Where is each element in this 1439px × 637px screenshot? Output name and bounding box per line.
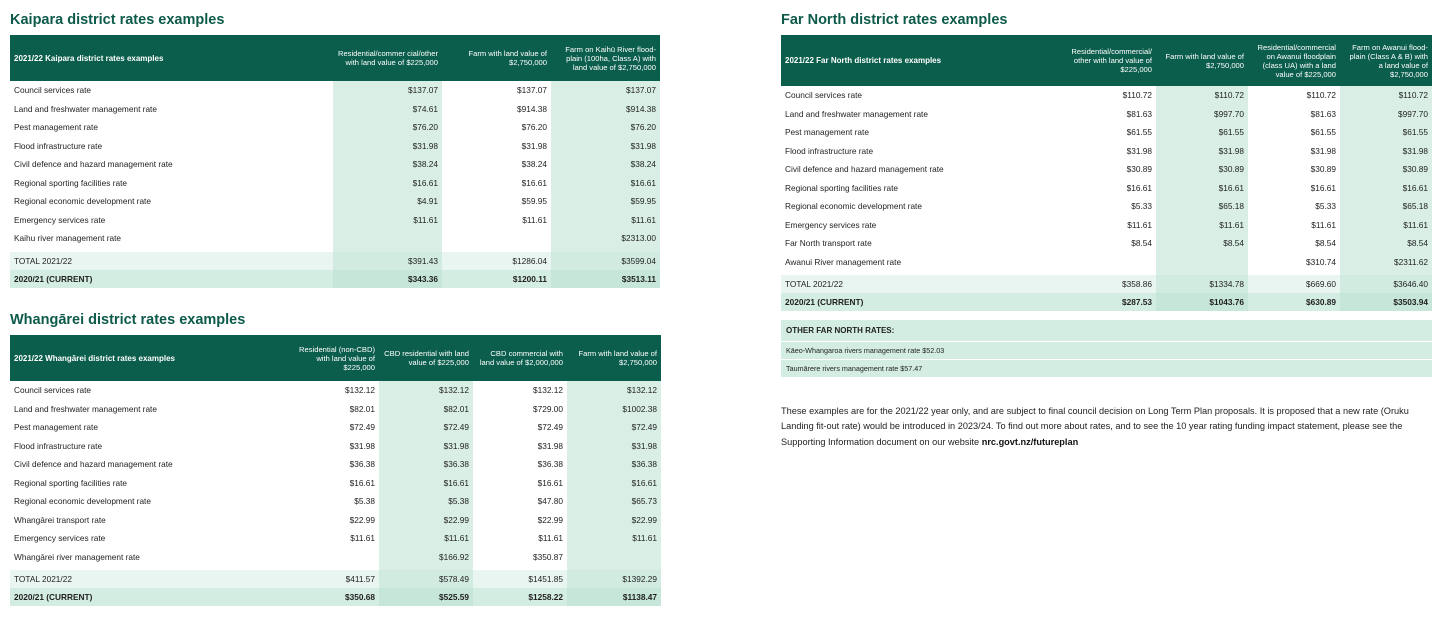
farnorth-title: Far North district rates examples (781, 12, 1008, 28)
rate-value: $132.12 (379, 381, 473, 400)
rate-value: $137.07 (517, 85, 547, 96)
table-header-row (10, 35, 660, 81)
rate-value (1064, 253, 1156, 272)
table-row (10, 137, 660, 156)
rate-value: $5.33 (1131, 201, 1152, 212)
rate-value: $11.61 (1311, 219, 1336, 230)
table-row (10, 118, 660, 137)
row-label: Regional economic development rate (14, 496, 151, 507)
rate-value: $31.98 (551, 137, 660, 156)
rate-value: $3503.94 (1340, 293, 1432, 311)
rate-value: $669.60 (1248, 275, 1340, 293)
row-label: 2020/21 (CURRENT) (10, 588, 285, 606)
rates-note (781, 404, 1431, 450)
table-row (781, 179, 1432, 198)
table-header-row (10, 335, 661, 381)
note-text: These examples are for the 2021/22 year only, and are subject to final council decision on Long Term Plan proposals. It is proposed that a new rate (Oruku Landing fit-out rate) would be introduced in 2023/24. To find out more about rates, and to see the 10 year rating funding impact statement, please see the Supporting Information document on our website (781, 406, 1409, 447)
rate-value: $630.89 (1248, 293, 1340, 311)
rate-value: $22.99 (567, 511, 661, 530)
rate-value (442, 229, 551, 248)
rate-value (1156, 253, 1248, 272)
rate-value: $76.20 (521, 122, 547, 133)
current-row (781, 293, 1432, 311)
rate-value: $31.98 (349, 440, 375, 451)
rate-value: $1200.11 (442, 270, 551, 288)
table-row (10, 529, 661, 548)
rate-value: $3599.04 (551, 252, 660, 270)
row-label: Flood infrastructure rate (785, 145, 874, 156)
rate-value: $47.80 (537, 496, 563, 507)
rate-value: $74.61 (333, 100, 442, 119)
rate-value: $729.00 (533, 403, 563, 414)
rate-value: $997.70 (1340, 105, 1432, 124)
row-label: 2020/21 (CURRENT) (10, 270, 333, 288)
rate-value: $31.98 (333, 137, 442, 156)
rate-value: $11.61 (522, 214, 547, 225)
rate-value: $72.49 (567, 418, 661, 437)
rate-value: $166.92 (379, 548, 473, 567)
column-header: Residential/commer cial/other with land value of $225,000 (333, 35, 442, 81)
rate-value: $31.98 (537, 440, 563, 451)
rate-value: $22.99 (537, 514, 563, 525)
table-row (10, 100, 660, 119)
row-label: Civil defence and hazard management rate (785, 164, 944, 175)
rate-value: $81.63 (1310, 108, 1336, 119)
table-row (781, 253, 1432, 272)
rate-value: $31.98 (1126, 145, 1152, 156)
rate-value: $31.98 (379, 437, 473, 456)
current-row (10, 270, 660, 288)
rate-value: $1002.38 (567, 400, 661, 419)
rate-value: $11.61 (350, 533, 375, 544)
rate-value: $16.61 (567, 474, 661, 493)
rate-value: $110.72 (1122, 90, 1152, 101)
rate-value: $82.01 (379, 400, 473, 419)
row-label: Regional economic development rate (785, 201, 922, 212)
rate-value: $30.89 (1340, 160, 1432, 179)
whangarei-title: Whangārei district rates examples (10, 312, 246, 328)
rate-value: $76.20 (333, 118, 442, 137)
row-label: Civil defence and hazard management rate (14, 459, 173, 470)
rate-value: $287.53 (1064, 293, 1156, 311)
rate-value: $132.12 (533, 385, 563, 396)
row-label: Land and freshwater management rate (14, 403, 157, 414)
rate-value: $82.01 (349, 403, 375, 414)
rate-value: $31.98 (1340, 142, 1432, 161)
current-row (10, 588, 661, 606)
rate-value: $8.54 (1315, 238, 1336, 249)
rate-value (567, 548, 661, 567)
column-header: Farm with land value of $2,750,000 (442, 35, 551, 81)
rate-value: $110.72 (1306, 90, 1336, 101)
row-label: Whangārei transport rate (14, 514, 106, 525)
rate-value: $525.59 (379, 588, 473, 606)
row-label: TOTAL 2021/22 (10, 252, 333, 270)
column-header: Farm on Kaihū River flood-plain (100ha, Class A) with land value of $2,750,000 (551, 35, 660, 81)
rate-value: $31.98 (1310, 145, 1336, 156)
rate-value: $3646.40 (1340, 275, 1432, 293)
rate-value: $578.49 (379, 570, 473, 588)
rate-value: $16.61 (349, 477, 375, 488)
rate-value: $411.57 (285, 570, 379, 588)
rate-value: $61.55 (1310, 127, 1336, 138)
table-row (781, 123, 1432, 142)
table-row (10, 211, 660, 230)
rate-value: $137.07 (551, 81, 660, 100)
rate-value: $11.61 (538, 533, 563, 544)
rate-value: $310.74 (1306, 256, 1336, 267)
rate-value: $76.20 (551, 118, 660, 137)
rate-value: $914.38 (517, 103, 547, 114)
rate-value: $11.61 (567, 529, 661, 548)
rate-value: $16.61 (1310, 182, 1336, 193)
rate-value: $30.89 (1156, 160, 1248, 179)
rate-value: $38.24 (551, 155, 660, 174)
rate-value: $358.86 (1064, 275, 1156, 293)
rate-value: $391.43 (333, 252, 442, 270)
rate-value: $1043.76 (1156, 293, 1248, 311)
row-label: Regional sporting facilities rate (14, 177, 127, 188)
row-label: 2020/21 (CURRENT) (781, 293, 1064, 311)
kaipara-title: Kaipara district rates examples (10, 12, 225, 28)
column-header: Residential/commercial/ other with land value of $225,000 (1064, 35, 1156, 86)
rate-value: $1138.47 (567, 588, 661, 606)
table-row (10, 81, 660, 100)
rate-value: $61.55 (1340, 123, 1432, 142)
rate-value: $61.55 (1126, 127, 1152, 138)
table-row (781, 234, 1432, 253)
column-header: Farm on Awanui flood-plain (Class A & B) with a land value of $2,750,000 (1340, 35, 1432, 86)
table-row (781, 86, 1432, 105)
rate-value: $11.61 (1340, 216, 1432, 235)
rate-value: $30.89 (1310, 164, 1336, 175)
total-row (10, 570, 661, 588)
table-header-row (781, 35, 1432, 86)
rate-value: $350.68 (285, 588, 379, 606)
rate-value: $5.38 (354, 496, 375, 507)
table-title-header: 2021/22 Far North district rates examples (781, 35, 1064, 86)
rate-value: $16.61 (1340, 179, 1432, 198)
row-label: Far North transport rate (785, 238, 872, 249)
row-label: Emergency services rate (785, 219, 877, 230)
rate-value: $72.49 (537, 422, 563, 433)
rate-value: $1258.22 (473, 588, 567, 606)
row-label: Flood infrastructure rate (14, 140, 103, 151)
rate-value: $8.54 (1340, 234, 1432, 253)
column-header: CBD commercial with land value of $2,000,000 (473, 335, 567, 381)
rate-value: $16.61 (379, 474, 473, 493)
rate-value: $110.72 (1340, 86, 1432, 105)
rate-value: $36.38 (567, 455, 661, 474)
farnorth-section (781, 11, 1432, 377)
rate-value: $11.61 (1127, 219, 1152, 230)
table-row (10, 455, 661, 474)
row-label: Pest management rate (14, 122, 98, 133)
rate-value: $3513.11 (551, 270, 660, 288)
column-header: CBD residential with land value of $225,000 (379, 335, 473, 381)
row-label: Council services rate (785, 90, 863, 101)
rate-value: $350.87 (533, 551, 563, 562)
row-label: Council services rate (14, 85, 92, 96)
column-header: Residential (non-CBD) with land value of $225,000 (285, 335, 379, 381)
row-label: Emergency services rate (14, 214, 106, 225)
rate-value: $1451.85 (473, 570, 567, 588)
rate-value: $914.38 (551, 100, 660, 119)
row-label: Civil defence and hazard management rate (14, 159, 173, 170)
row-label: Land and freshwater management rate (14, 103, 157, 114)
other-far-north-rates (781, 320, 1432, 377)
table-row (10, 192, 660, 211)
rate-value: $132.12 (345, 385, 375, 396)
row-label: Whangārei river management rate (14, 551, 140, 562)
rate-value: $2313.00 (551, 229, 660, 248)
row-label: Land and freshwater management rate (785, 108, 928, 119)
rate-value: $2311.62 (1340, 253, 1432, 272)
table-row (781, 105, 1432, 124)
rate-value: $59.95 (551, 192, 660, 211)
row-label: Council services rate (14, 385, 92, 396)
row-label: TOTAL 2021/22 (10, 570, 285, 588)
table-row (10, 492, 661, 511)
rate-value: $16.61 (1156, 179, 1248, 198)
rate-value: $11.61 (551, 211, 660, 230)
rate-value: $132.12 (567, 381, 661, 400)
row-label: Pest management rate (14, 422, 98, 433)
table-title-header: 2021/22 Whangārei district rates examples (10, 335, 285, 381)
rate-value: $36.38 (379, 455, 473, 474)
kaipara-section (10, 11, 660, 288)
kaipara-rates-table (10, 35, 660, 288)
rate-value: $11.61 (1156, 216, 1248, 235)
table-row (10, 381, 661, 400)
rate-value: $65.18 (1340, 197, 1432, 216)
rate-value: $8.54 (1156, 234, 1248, 253)
rate-value: $30.89 (1126, 164, 1152, 175)
rate-value: $997.70 (1156, 105, 1248, 124)
table-title-header: 2021/22 Kaipara district rates examples (10, 35, 333, 81)
rate-value: $31.98 (1156, 142, 1248, 161)
rate-value: $61.55 (1156, 123, 1248, 142)
table-row (781, 142, 1432, 161)
rate-value: $110.72 (1156, 86, 1248, 105)
row-label: Pest management rate (785, 127, 869, 138)
column-header: Farm with land value of $2,750,000 (1156, 35, 1248, 86)
rate-value: $81.63 (1126, 108, 1152, 119)
rate-value (333, 229, 442, 248)
rate-value: $59.95 (521, 196, 547, 207)
rate-value: $65.73 (567, 492, 661, 511)
rate-value: $16.61 (1126, 182, 1152, 193)
rate-value: $1392.29 (567, 570, 661, 588)
column-header: Residential/commercial on Awanui floodplain (class UA) with a land value of $225,000 (1248, 35, 1340, 86)
table-row (10, 511, 661, 530)
rate-value: $16.61 (537, 477, 563, 488)
farnorth-rates-table (781, 35, 1432, 311)
website-link[interactable]: nrc.govt.nz/futureplan (981, 436, 1079, 447)
row-label: Emergency services rate (14, 533, 106, 544)
table-row (781, 216, 1432, 235)
rate-value: $38.24 (521, 159, 547, 170)
rate-value: $11.61 (333, 211, 442, 230)
rate-value: $22.99 (349, 514, 375, 525)
rate-value: $16.61 (333, 174, 442, 193)
table-row (781, 197, 1432, 216)
rate-value: $31.98 (567, 437, 661, 456)
other-rate-item: Taumārere rivers management rate $57.47 (781, 359, 1432, 377)
rate-value: $16.61 (521, 177, 547, 188)
rate-value: $36.38 (537, 459, 563, 470)
rate-value: $16.61 (551, 174, 660, 193)
column-header: Farm with land value of $2,750,000 (567, 335, 661, 381)
table-row (10, 400, 661, 419)
row-label: Awanui River management rate (785, 256, 902, 267)
rate-value: $8.54 (1131, 238, 1152, 249)
rate-value: $1334.78 (1156, 275, 1248, 293)
other-rate-item: Kāeo-Whangaroa rivers management rate $52.03 (781, 341, 1432, 359)
other-far-north-heading: OTHER FAR NORTH RATES: (786, 326, 895, 335)
rate-value: $5.38 (379, 492, 473, 511)
rate-value (285, 548, 379, 567)
table-row (781, 160, 1432, 179)
rate-value: $38.24 (333, 155, 442, 174)
rate-value: $22.99 (379, 511, 473, 530)
rate-value: $72.49 (349, 422, 375, 433)
row-label: TOTAL 2021/22 (781, 275, 1064, 293)
total-row (10, 252, 660, 270)
rate-value: $36.38 (349, 459, 375, 470)
table-row (10, 155, 660, 174)
rate-value: $137.07 (333, 81, 442, 100)
table-row (10, 474, 661, 493)
table-row (10, 548, 661, 567)
rate-value: $4.91 (333, 192, 442, 211)
table-row (10, 437, 661, 456)
rate-value: $1286.04 (442, 252, 551, 270)
row-label: Flood infrastructure rate (14, 440, 103, 451)
rate-value: $72.49 (379, 418, 473, 437)
whangarei-section (10, 311, 661, 606)
row-label: Kaihu river management rate (14, 233, 121, 244)
whangarei-rates-table (10, 335, 661, 606)
total-row (781, 275, 1432, 293)
rate-value: $31.98 (521, 140, 547, 151)
rate-value: $65.18 (1156, 197, 1248, 216)
table-row (10, 418, 661, 437)
rate-value: $5.33 (1315, 201, 1336, 212)
row-label: Regional sporting facilities rate (14, 477, 127, 488)
rate-value: $343.36 (333, 270, 442, 288)
rate-value: $11.61 (379, 529, 473, 548)
table-row (10, 174, 660, 193)
row-label: Regional sporting facilities rate (785, 182, 898, 193)
table-row (10, 229, 660, 248)
row-label: Regional economic development rate (14, 196, 151, 207)
